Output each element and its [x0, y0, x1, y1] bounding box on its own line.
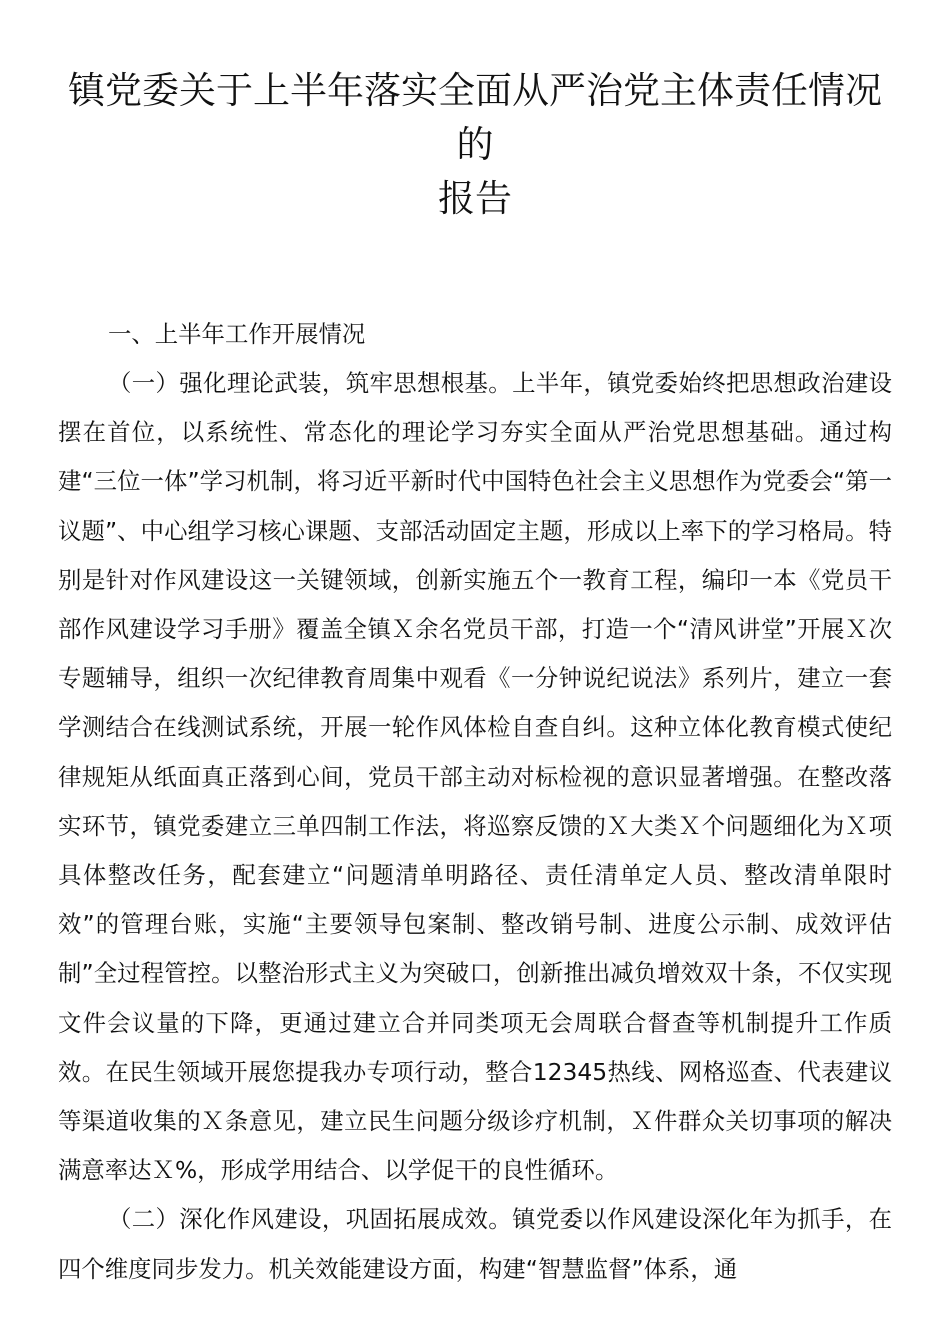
title-line-1: 镇党委关于上半年落实全面从严治党主体责任情况的	[68, 69, 882, 166]
section-heading: 一、上半年工作开展情况	[108, 320, 366, 348]
paragraph-2: （二）深化作风建设，巩固拓展成效。镇党委以作风建设深化年为抓手，在四个维度同步发力。机关效能建设方面，构建“智慧监督”体系，通	[58, 1205, 892, 1283]
title-line-2: 报告	[438, 177, 512, 220]
document-title	[58, 64, 892, 226]
paragraph-1: （一）强化理论武装，筑牢思想根基。上半年，镇党委始终把思想政治建设摆在首位，以系统性、常态化的理论学习夯实全面从严治党思想基础。通过构建“三位一体”学习机制，将习近平新时代中国特色社会主义思想作为党委会“第一议题”、中心组学习核心课题、支部活动固定主题，形成以上率下的学习格局。特别是针对作风建设这一关键领域，创新实施五个一教育工程，编印一本《党员干部作风建设学习手册》覆盖全镇Ｘ余名党员干部，打造一个“清风讲堂”开展Ｘ次专题辅导，组织一次纪律教育周集中观看《一分钟说纪说法》系列片，建立一套学测结合在线测试系统，开展一轮作风体检自查自纠。这种立体化教育模式使纪律规矩从纸面真正落到心间，党员干部主动对标检视的意识显著增强。在整改落实环节，镇党委建立三单四制工作法，将巡察反馈的Ｘ大类Ｘ个问题细化为Ｘ项具体整改任务，配套建立“问题清单明路径、责任清单定人员、整改清单限时效”的管理台账，实施“主要领导包案制、整改销号制、进度公示制、成效评估制”全过程管控。以整治形式主义为突破口，创新推出减负增效双十条，不仅实现文件会议量的下降，更通过建立合并同类项无会周联合督查等机制提升工作质效。在民生领域开展您提我办专项行动，整合12345热线、网格巡查、代表建议等渠道收集的Ｘ条意见，建立民生问题分级诊疗机制，Ｘ件群众关切事项的解决满意率达Ｘ%，形成学用结合、以学促干的良性循环。	[58, 369, 892, 1185]
